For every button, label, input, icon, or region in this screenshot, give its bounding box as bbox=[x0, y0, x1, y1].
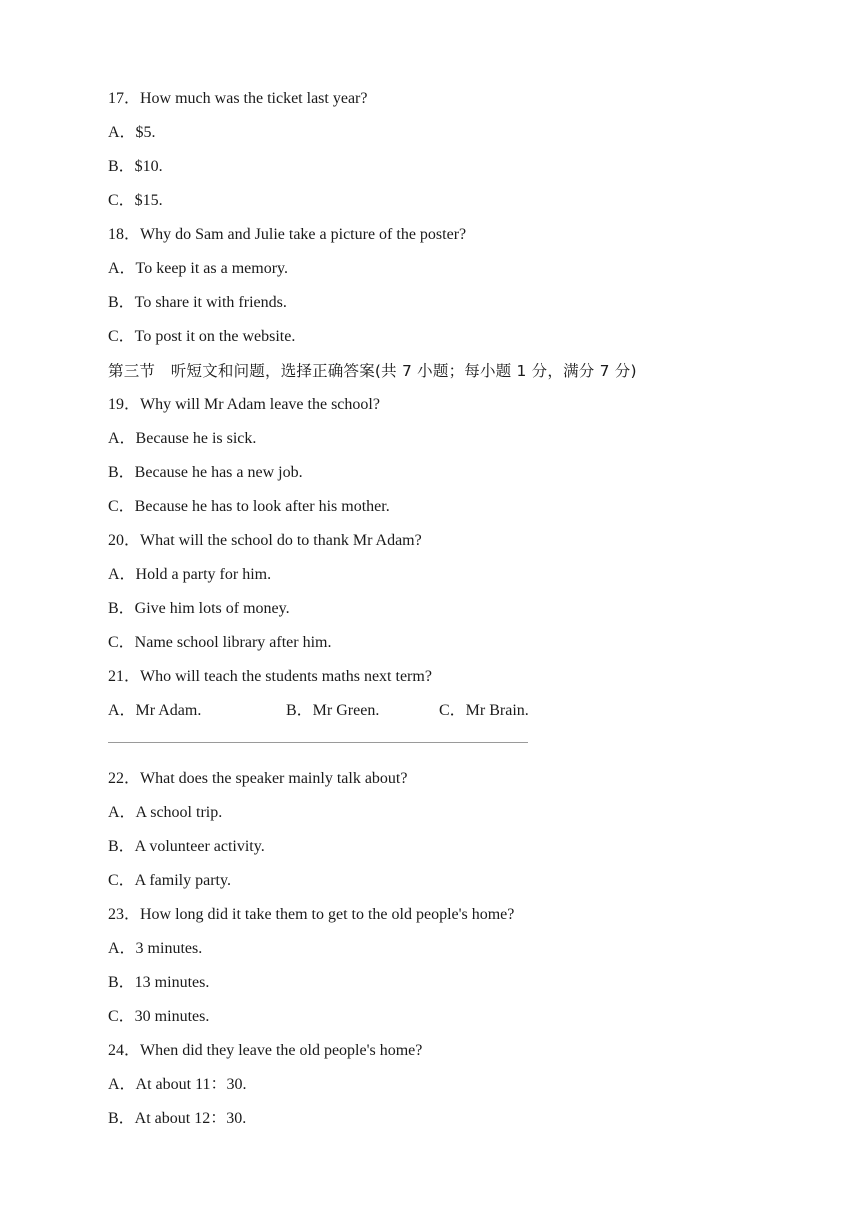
question-22-stem: 22．What does the speaker mainly talk about? bbox=[108, 770, 408, 787]
question-23-stem: 23．How long did it take them to get to the old people's home? bbox=[108, 906, 515, 923]
question-22-option-a: A．A school trip. bbox=[108, 804, 223, 821]
question-19-option-b: B．Because he has a new job. bbox=[108, 464, 303, 481]
question-24-option-a: A．At about 11：30. bbox=[108, 1076, 247, 1093]
question-17-option-c: C．$15. bbox=[108, 192, 163, 209]
question-23-option-b: B．13 minutes. bbox=[108, 974, 210, 991]
question-19-option-a: A．Because he is sick. bbox=[108, 430, 257, 447]
question-20-option-a: A．Hold a party for him. bbox=[108, 566, 272, 583]
divider-line bbox=[108, 742, 528, 743]
question-21-option-b: B．Mr Green. bbox=[286, 702, 380, 719]
question-18-option-a: A．To keep it as a memory. bbox=[108, 260, 289, 277]
question-24-stem: 24．When did they leave the old people's home? bbox=[108, 1042, 423, 1059]
question-19-option-c: C．Because he has to look after his mother. bbox=[108, 498, 390, 515]
question-21-stem: 21．Who will teach the students maths next term? bbox=[108, 668, 432, 685]
question-20-option-c: C．Name school library after him. bbox=[108, 634, 332, 651]
question-20-option-b: B．Give him lots of money. bbox=[108, 600, 290, 617]
question-24-option-b: B．At about 12：30. bbox=[108, 1110, 247, 1127]
question-21-option-c: C．Mr Brain. bbox=[439, 702, 529, 719]
question-21-option-a: A．Mr Adam. bbox=[108, 702, 202, 719]
question-18-option-c: C．To post it on the website. bbox=[108, 328, 296, 345]
question-19-stem: 19．Why will Mr Adam leave the school? bbox=[108, 396, 380, 413]
question-23-option-a: A．3 minutes. bbox=[108, 940, 203, 957]
question-23-option-c: C．30 minutes. bbox=[108, 1008, 210, 1025]
section-3-heading: 第三节 听短文和问题，选择正确答案(共 7 小题；每小题 1 分，满分 7 分) bbox=[108, 362, 637, 380]
question-17-stem: 17．How much was the ticket last year? bbox=[108, 90, 368, 107]
question-22-option-b: B．A volunteer activity. bbox=[108, 838, 265, 855]
question-18-option-b: B．To share it with friends. bbox=[108, 294, 287, 311]
question-17-option-b: B．$10. bbox=[108, 158, 163, 175]
question-17-option-a: A．$5. bbox=[108, 124, 156, 141]
question-20-stem: 20．What will the school do to thank Mr Adam? bbox=[108, 532, 422, 549]
question-22-option-c: C．A family party. bbox=[108, 872, 231, 889]
question-18-stem: 18．Why do Sam and Julie take a picture of the poster? bbox=[108, 226, 467, 243]
